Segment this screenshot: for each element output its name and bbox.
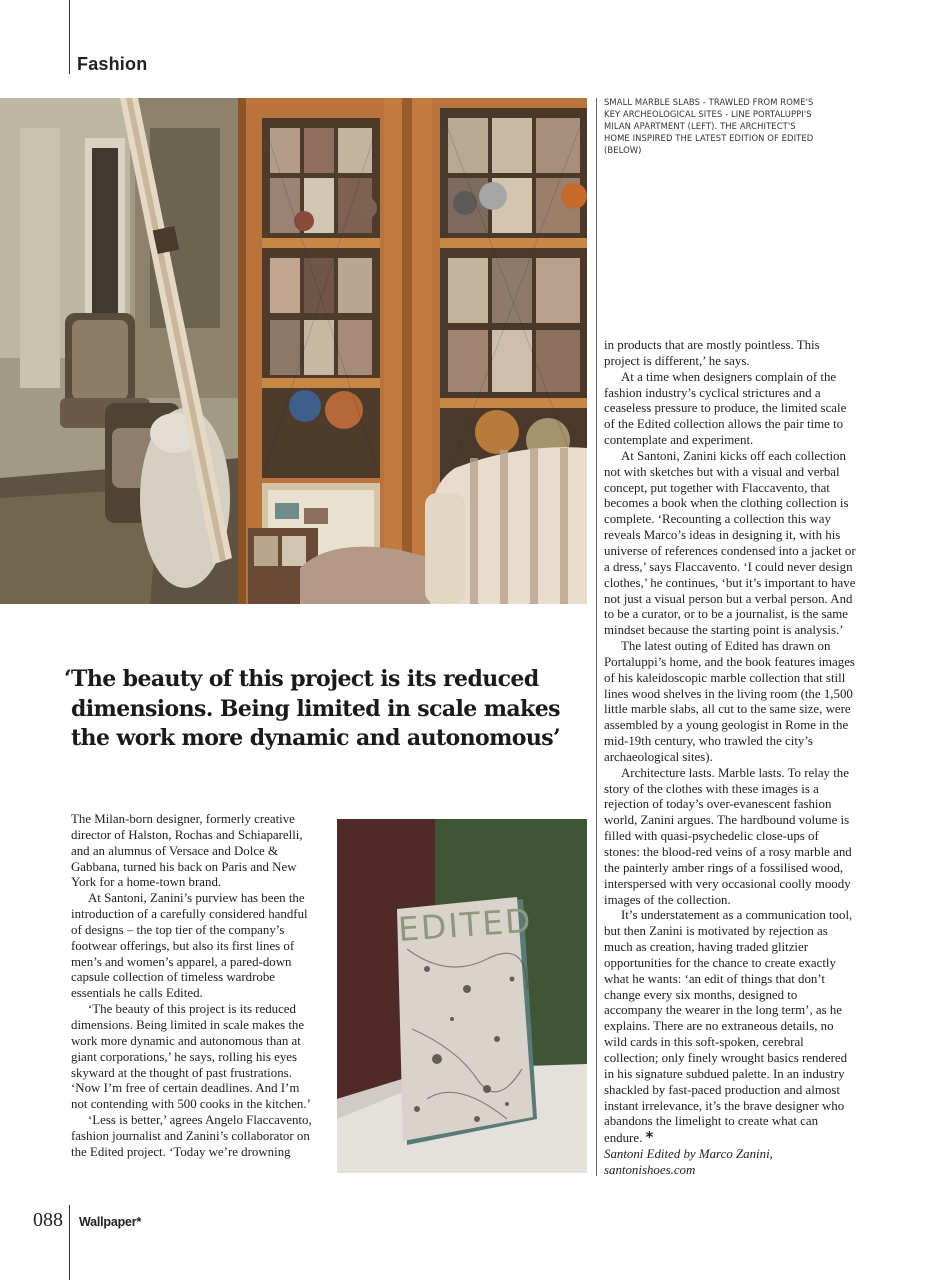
pull-quote xyxy=(64,665,561,754)
body-paragraph: in products that are mostly pointless. This project is different,’ he says. xyxy=(604,338,820,368)
body-paragraph: The Milan-born designer, formerly creative director of Halston, Rochas and Schiaparelli, and an alumnus of Versace and Dolce & Gabbana, turned his back on Paris and New York for a home-town brand. xyxy=(71,812,303,890)
top-rule xyxy=(69,0,70,74)
page-number: 088 xyxy=(33,1209,63,1231)
pull-quote-line-1: ‘The beauty of this project is its reduced xyxy=(64,666,539,692)
body-paragraph: ‘The beauty of this project is its reduced dimensions. Being limited in scale makes the work more dynamic and autonomous than at giant corporations,’ he says, rolling his eyes skyward at the thought of past frustrations. ‘Now I’m free of certain deadlines. And I’m not contending with 500 cooks in the kitchen.’ xyxy=(71,1002,311,1112)
end-mark: * xyxy=(645,1128,654,1147)
body-paragraph: At Santoni, Zanini kicks off each collection not with sketches but with a visual and verbal concept, put together with Flaccavento, that becomes a book when the clothing collection is complete. ‘Recounting a collection this way reveals Marco’s ideas in designing it, with his universe of references condensed into a jacket or a dress,’ says Flaccavento. ‘I could never design clothes,’ he continues, ‘but it’s important to have not just a visual person but a verbal person. And to be a curator, or to be a journalist, is the same mindset because the starting point is analysis.’ xyxy=(604,448,856,638)
body-paragraph-final xyxy=(604,908,857,1147)
pull-quote-line-2: dimensions. Being limited in scale makes xyxy=(71,695,560,722)
body-column-right xyxy=(604,338,857,1179)
body-paragraph: At Santoni, Zanini’s purview has been the introduction of a carefully considered handful of designs – the top tier of the company’s footwear offerings, but also its first lines of men’s and women’s apparel, a pared-down capsule collection of timeless wardrobe essentials he calls Edited. xyxy=(71,891,308,1001)
body-paragraph: The latest outing of Edited has drawn on Portaluppi’s home, and the book features images of his kaleidoscopic marble collection that still lines wood shelves in the living room (the 1,500 little marble slabs, all cut to the same size, were assembled by a young geologist in Rome in the mid-19th century, who trawled the city’s archaeological sites). xyxy=(604,639,855,764)
column-divider xyxy=(596,98,597,1176)
book-photo xyxy=(337,819,587,1173)
section-label: Fashion xyxy=(77,54,148,74)
footer-rule xyxy=(69,1205,70,1280)
pull-quote-line-3: the work more dynamic and autonomous’ xyxy=(71,725,561,751)
body-paragraph: At a time when designers complain of the fashion industry’s cyclical strictures and a ceaseless pressure to produce, the limited scale of the Edited collection allows the pair time to contemplate and experiment. xyxy=(604,369,847,448)
body-paragraph: ‘Less is better,’ agrees Angelo Flaccavento, fashion journalist and Zanini’s collaborator on the Edited project. ‘Today we’re drowning xyxy=(71,1113,312,1159)
final-paragraph-text: It’s understatement as a communication tool, but then Zanini is motivated by rejection as much as creation, having traded glitzier opportunities for the chance to create exactly what he wants: ‘an edit of things that don’t change every six months, designed to accompany the wearer in the long term’, as he explains. There are no extraneous details, no wild cards in this soft-spoken, cerebral collection; only finely wrought basics rendered in his signature subdued palette. In an industry shackled by fast-paced production and almost instant irrelevance, it’s the brave designer who abandons the limelight to create what can endure. xyxy=(604,908,853,1146)
body-paragraph: Architecture lasts. Marble lasts. To relay the story of the clothes with these images is a rejection of today’s over-evanescent fashion world, Zanini argues. The hardbound volume is filled with quasi-psychedelic close-ups of stones: the blood-red veins of a rosy marble and the painterly amber rings of a fossilised wood, interspersed with very occasional coolly moody images of the collection. xyxy=(604,765,852,907)
photo-caption: SMALL MARBLE SLABS - TRAWLED FROM ROME'S KEY ARCHEOLOGICAL SITES - LINE PORTALUPPI'S MILAN APARTMENT (LEFT). THE ARCHITECT'S HOME INSPIRED THE LATEST EDITION OF EDITED (BELOW) xyxy=(604,97,814,155)
book-cover-title: EDITED xyxy=(396,900,534,949)
body-column-left xyxy=(71,812,319,1161)
magazine-brand: Wallpaper* xyxy=(79,1215,142,1229)
credit-line: Santoni Edited by Marco Zanini, santonishoes.com xyxy=(604,1147,773,1177)
interior-photo xyxy=(0,98,587,604)
